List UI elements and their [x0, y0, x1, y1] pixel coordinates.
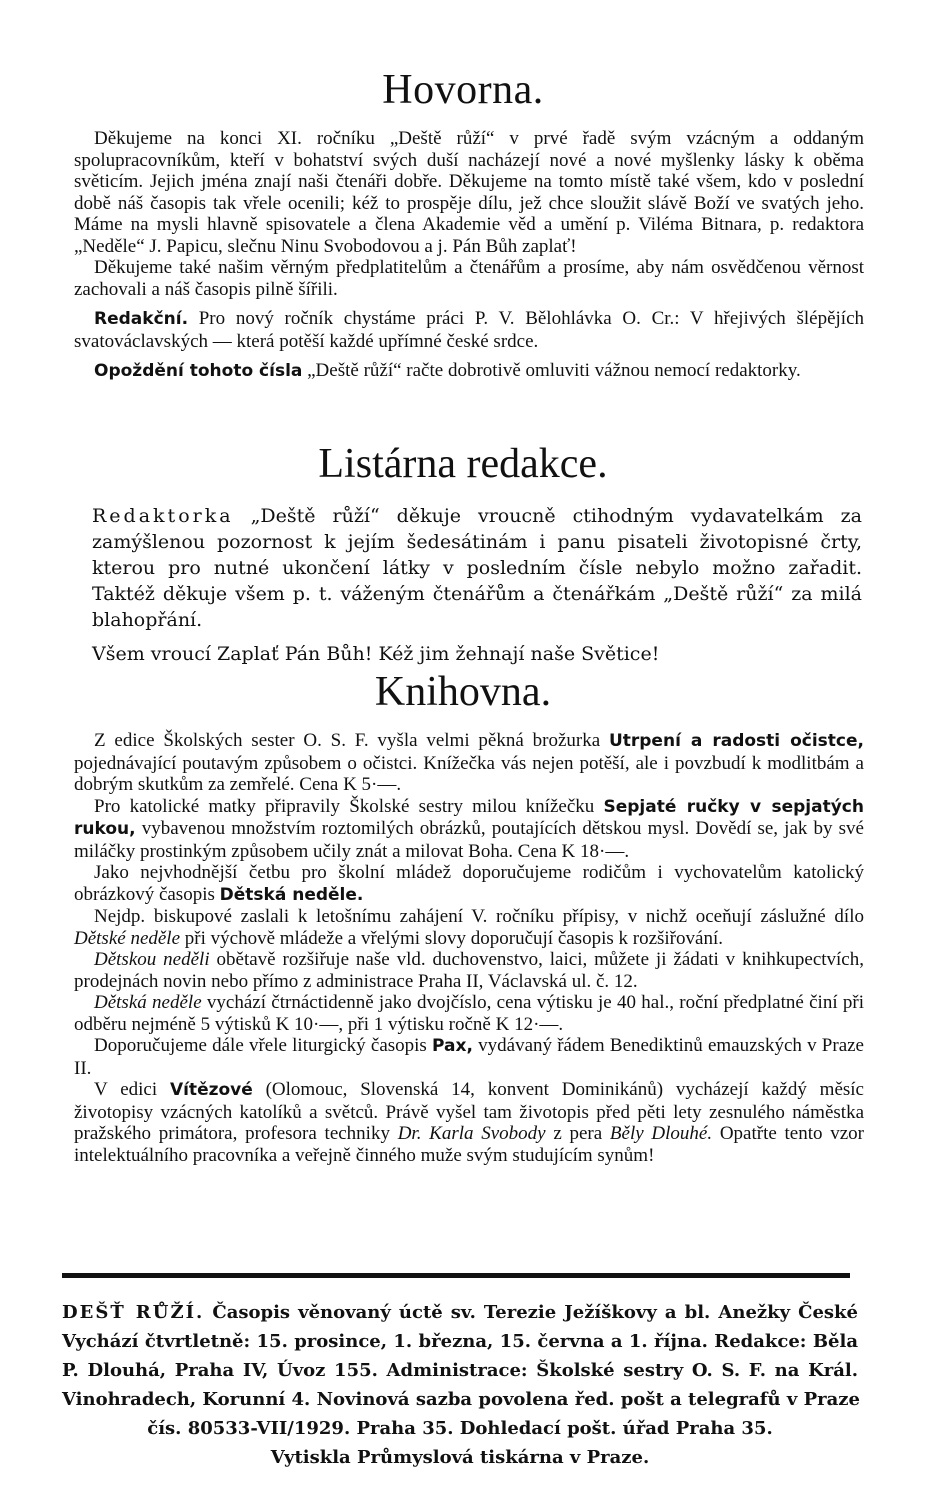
redakcni-label: Redakční. — [94, 309, 189, 329]
knihovna-p5-italic: Dětskou neděli — [94, 949, 210, 970]
hovorna-paragraph-2-text: Děkujeme také našim věrným předplatitelům a čtenářům a prosíme, aby nám osvědčenou věrnost zachovali a náš časopis pilně šířili. — [74, 257, 864, 300]
knihovna-paragraph-2 — [74, 796, 864, 863]
hovorna-paragraph-4 — [74, 360, 864, 383]
hovorna-paragraph-1: Děkujeme na konci XI. ročníku „Deště růží“ v prvé řadě svým vzácným a oddaným spolupracovníkům, kteří v bohatství svých duší nacházejí nové a nové myšlenky lásky k oběma světicím. Jejich jména znají naši čtenáři dobře. Děkujeme na tomto místě také všem, kdo v poslední době náš časopis tak vřele ocenili; kéž to prospěje dílu, jež chce sloužit slávě Boží ve svatých jeho. Máme na mysli hlavně spisovatele a člena Akademie věd a umění p. Viléma Bitnara, p. redaktora „Neděle“ J. Papicu, slečnu Ninu Svobodovou a j. Pán Bůh zaplať! — [74, 128, 864, 257]
section-hovorna — [74, 128, 864, 383]
listarna-paragraph-1-text: „Deště růží“ děkuje vroucně ctihodným vydavatelkám za zamýšlenou pozornost k jejím šedesátinám i panu pisateli životopisné črty, kterou pro nutné ukončení látky v posledním čísle nebylo možno zařadit. Taktéž děkuje všem p. t. váženým čtenářům a čtenářkám „Deště růží“ za milá blahopřání. — [92, 505, 862, 631]
footer-line-1-text: Časopis věnovaný úctě sv. Terezie Ježíškovy a bl. Anežky České — [204, 1302, 858, 1323]
section-knihovna — [74, 730, 864, 1166]
knihovna-p6-italic: Dětská neděle — [94, 992, 202, 1013]
footer-line-1 — [62, 1298, 858, 1327]
knihovna-p8-text-b: (Olomouc, Slovenská 14, konvent Dominikánů) vycházejí každý měsíc životopisy vzácných katolíků a světců. Právě vyšel tam životopis před pěti lety zesnulého náměstka pražského primátora, profesora techniky — [74, 1079, 864, 1144]
redakcni-text: Pro nový ročník chystáme práci P. V. Bělohlávka O. Cr.: V hřejivých šlépějích svatováclavských — která potěší každé upřímné české srdce. — [74, 308, 864, 352]
knihovna-p7-text-b: vydávaný řádem Benediktinů emauzských v Praze II. — [74, 1035, 864, 1079]
opozdeni-label: Opoždění tohoto čísla — [94, 361, 303, 381]
knihovna-p8-text-c: z pera — [545, 1123, 610, 1144]
knihovna-paragraph-5 — [74, 949, 864, 992]
knihovna-p3-text-a: Jako nejvhodnější četbu pro školní mládež doporučujeme rodičům i vychovatelům katolický obrázkový časopis — [74, 862, 864, 905]
redaktorka-word: Redaktorka — [92, 505, 234, 527]
knihovna-paragraph-7 — [74, 1035, 864, 1079]
knihovna-paragraph-4 — [74, 906, 864, 949]
listarna-paragraph-1 — [92, 503, 862, 633]
knihovna-p4-text-a: Nejdp. biskupové zaslali k letošnímu zahájení V. ročníku přípisy, v nichž oceňují záslužné dílo — [94, 906, 864, 927]
footer-brand: DEŠŤ RŮŽÍ. — [62, 1302, 205, 1323]
knihovna-paragraph-8 — [74, 1079, 864, 1166]
knihovna-p4-italic: Dětské neděle — [74, 927, 181, 949]
knihovna-p8-italic-2: Běly Dlouhé. — [609, 1123, 713, 1144]
knihovna-p5-text: obětavě rozšiřuje naše vld. duchovenstvo, laici, můžete ji žádati v knihkupectvích, prodejnách novin nebo přímo z administrace Praha II, Václavská ul. č. 12. — [74, 949, 864, 992]
knihovna-p6-text: vychází čtrnáctidenně jako dvojčíslo, cena výtisku je 40 hal., roční předplatné činí při odběru nejméně 5 výtisků K 10·—, při 1 výtisku ročně K 12·—. — [74, 992, 864, 1035]
footer-line-3: P. Dlouhá, Praha IV, Úvoz 155. Administrace: Školské sestry O. S. F. na Král. — [62, 1360, 858, 1381]
knihovna-p2-text-a: Pro katolické matky připravily Školské sestry milou knížečku — [94, 795, 604, 817]
heading-hovorna: Hovorna. — [382, 67, 544, 113]
imprint-footer — [62, 1298, 858, 1472]
edition-vitezove: Vítězové — [169, 1080, 253, 1100]
knihovna-p8-text-d: Opatřte tento vzor intelektuálního pracovníka a veřejně činného muže svým studujícím synům! — [74, 1123, 864, 1166]
book-title-sepjate: Sepjaté ručky v sepjatých rukou, — [74, 796, 864, 839]
knihovna-p2-text-b: vybavenou množstvím roztomilých obrázků, poutajících dětskou mysl. Dovědí se, jak by své miláčky prostinkým způsobem učily znát a milovat Boha. Cena K 18·—. — [74, 818, 864, 862]
hovorna-paragraph-3 — [74, 308, 864, 352]
footer-line-2: Vychází čtvrtletně: 15. prosince, 1. března, 15. června a 1. října. Redakce: Běla — [62, 1331, 858, 1352]
footer-line-6: Vytiskla Průmyslová tiskárna v Praze. — [270, 1447, 650, 1468]
knihovna-paragraph-1 — [74, 730, 864, 796]
footer-line-5: čís. 80533-VII/1929. Praha 35. Dohledací pošt. úřad Praha 35. — [147, 1418, 773, 1439]
heading-listarna: Listárna redakce. — [318, 441, 608, 487]
hovorna-paragraph-2 — [74, 257, 864, 300]
knihovna-p8-italic-1: Dr. Karla Svobody — [397, 1123, 546, 1144]
footer-divider — [62, 1273, 850, 1278]
knihovna-p4-text-b: při výchově mládeže a vřelými slovy doporučují časopis k rozšiřování. — [180, 927, 723, 949]
knihovna-p1-text-a: Z edice Školských sester O. S. F. vyšla velmi pěkná brožurka — [94, 730, 609, 751]
footer-line-4: Vinohradech, Korunní 4. Novinová sazba povolena řed. pošt a telegrafů v Praze — [62, 1389, 860, 1410]
magazine-detska-nedele: Dětská neděle. — [219, 884, 364, 905]
heading-knihovna: Knihovna. — [374, 669, 552, 715]
knihovna-paragraph-3 — [74, 862, 864, 906]
knihovna-p7-text-a: Doporučujeme dále vřele liturgický časopis — [94, 1035, 433, 1056]
section-listarna — [92, 503, 862, 667]
listarna-paragraph-2: Všem vroucí Zaplať Pán Bůh! Kéž jim žehnají naše Světice! — [92, 643, 660, 665]
knihovna-p1-text-b: pojednávající poutavým způsobem o očistci. Knížečka vás nejen potěší, ale i povzbudí k modlitbám a dobrým skutkům za zemřelé. Cena K 5·—. — [74, 752, 864, 795]
magazine-pax: Pax, — [432, 1036, 473, 1056]
knihovna-paragraph-6 — [74, 992, 864, 1035]
knihovna-p8-text-a: V edici — [94, 1079, 170, 1100]
book-title-utrpeni: Utrpení a radosti očistce, — [608, 731, 864, 751]
opozdeni-text: „Deště růží“ račte dobrotivě omluviti vážnou nemocí redaktorky. — [302, 360, 801, 381]
